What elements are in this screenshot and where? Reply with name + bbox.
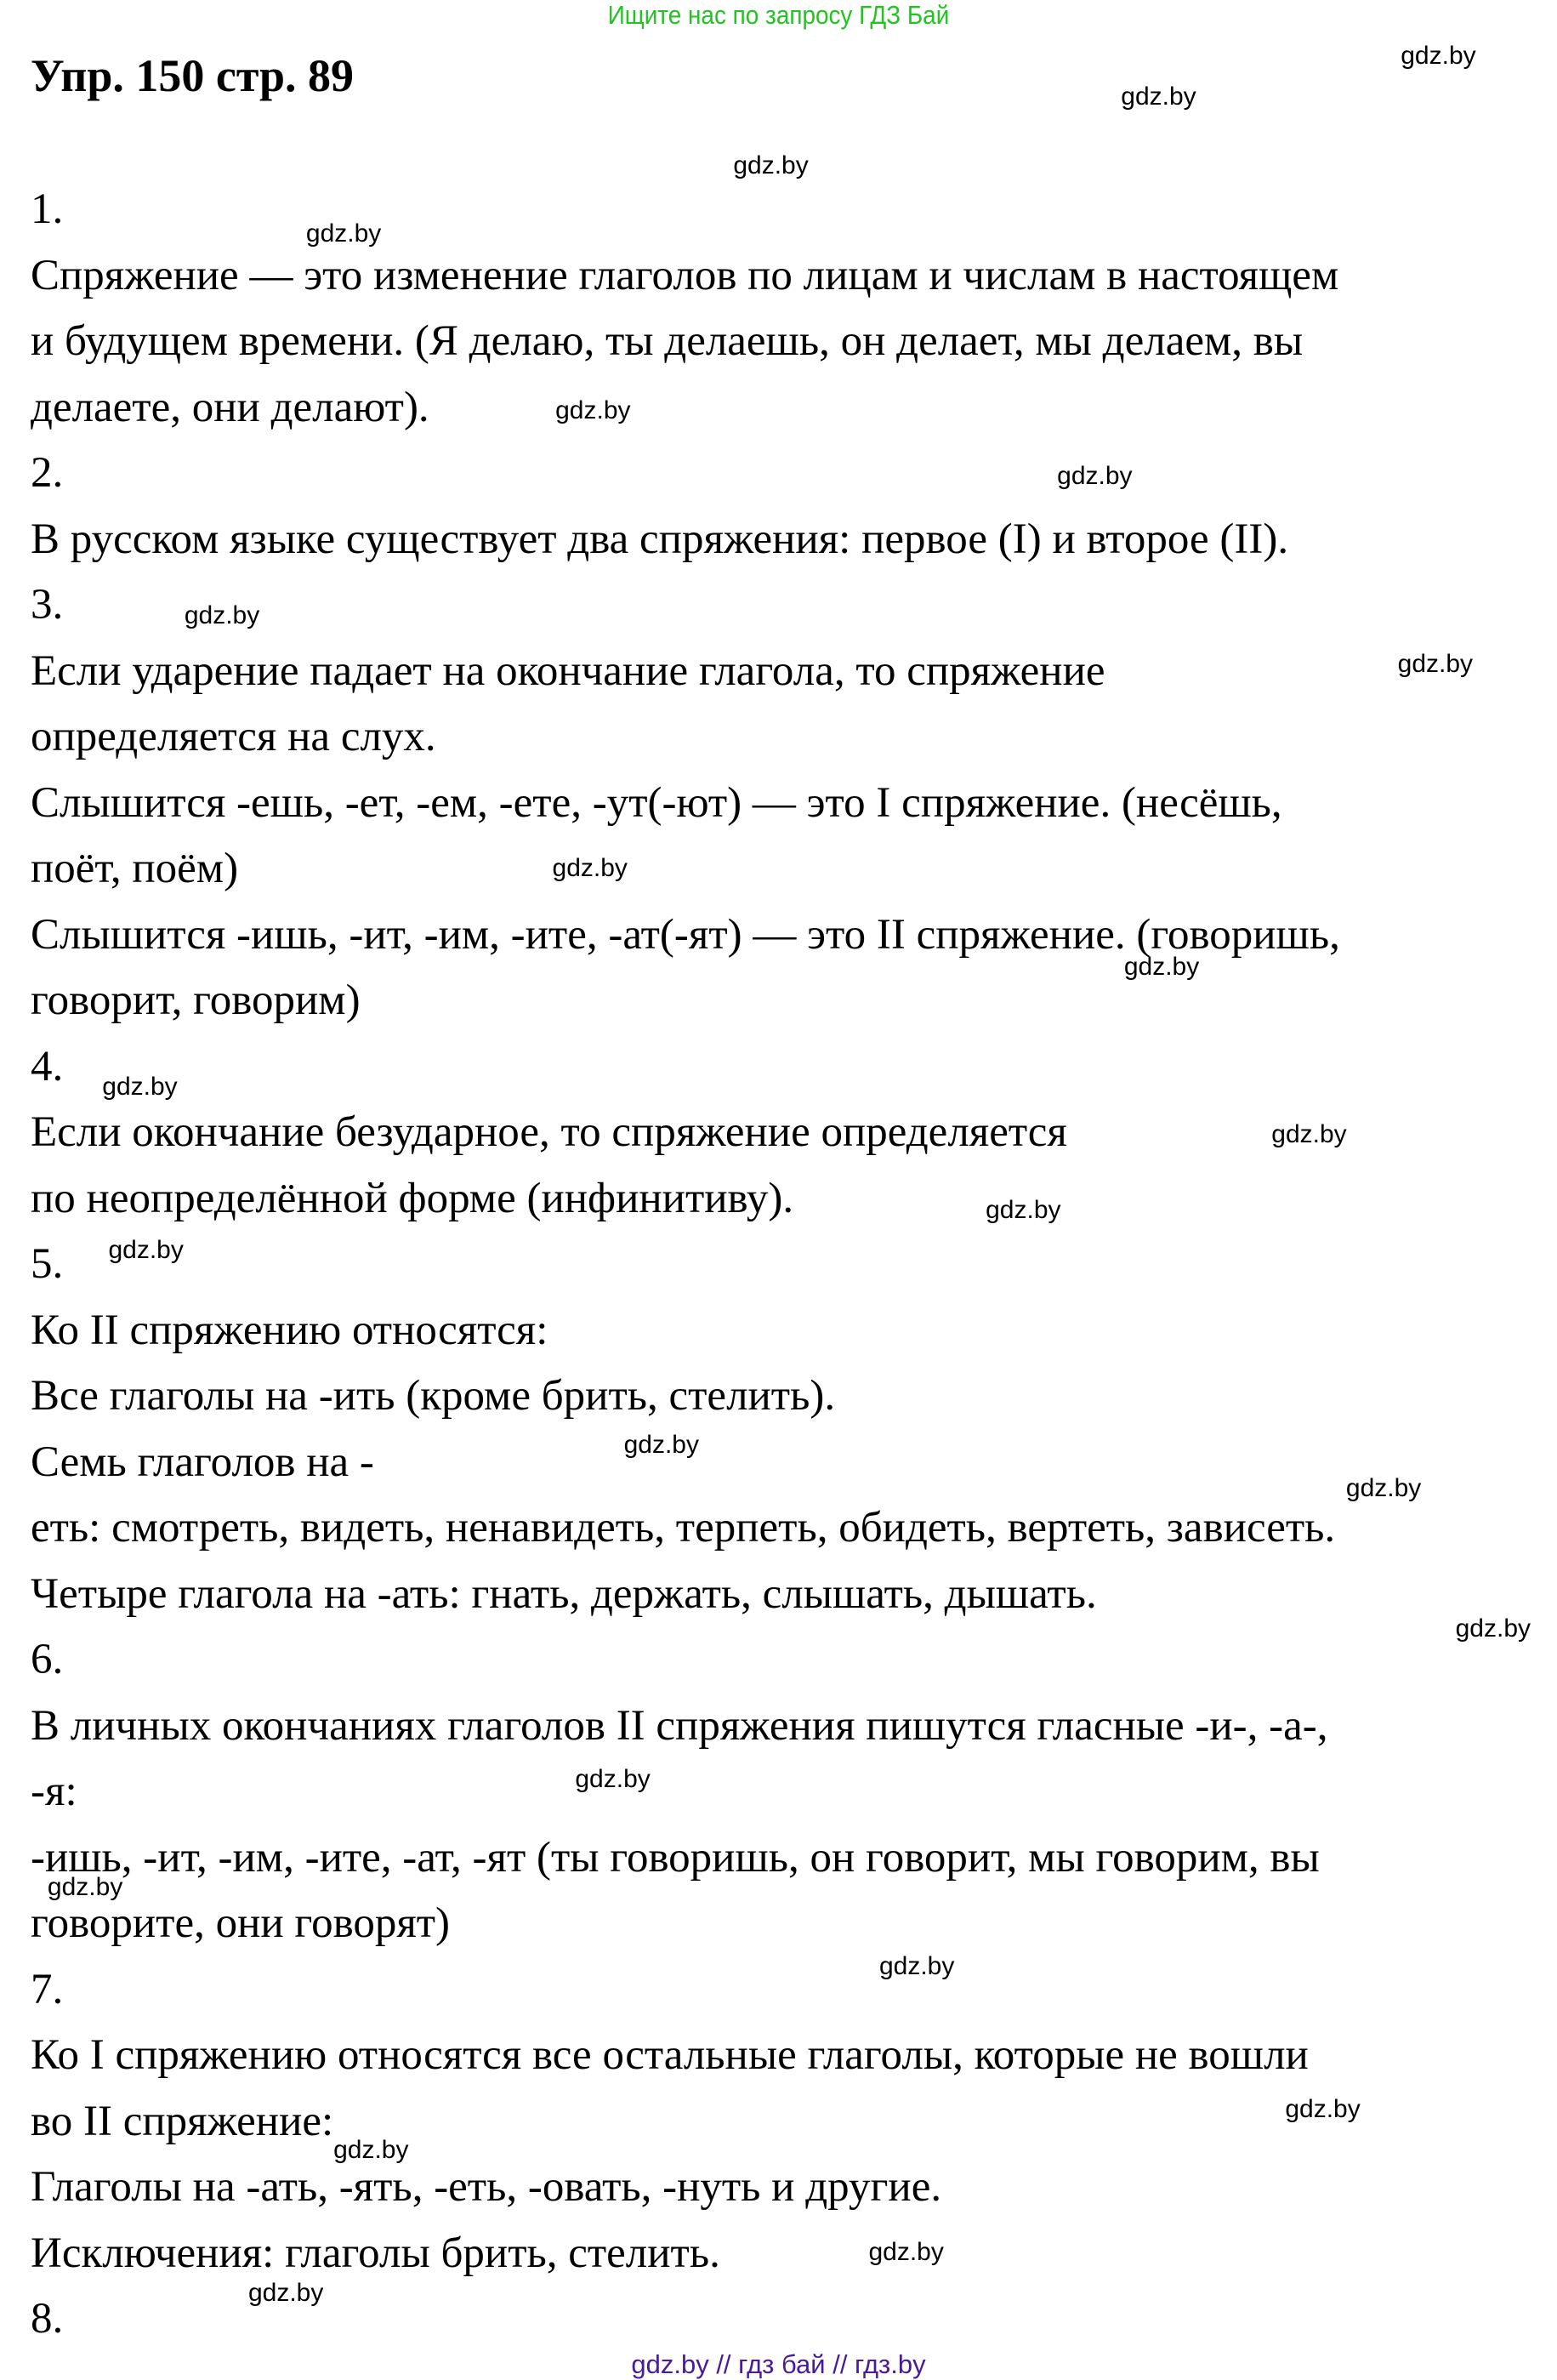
- text-line: В русском языке существует два спряжения: первое (I) и второе (II).: [31, 515, 1289, 563]
- text-line: говорите, они говорят): [31, 1899, 451, 1947]
- item-number: 7.: [31, 1965, 64, 2013]
- text-line: и будущем времени. (Я делаю, ты делаешь, он делает, мы делаем, вы: [31, 317, 1304, 365]
- answer-text: [31, 177, 1340, 2353]
- watermark: gdz.by: [733, 151, 809, 179]
- item-number: 5.: [31, 1240, 64, 1288]
- text-line: еть: смотреть, видеть, ненавидеть, терпеть, обидеть, вертеть, зависеть.: [31, 1504, 1336, 1552]
- item-number: 4.: [31, 1042, 64, 1090]
- text-line: Если ударение падает на окончание глагола, то спряжение: [31, 646, 1105, 695]
- promo-banner[interactable]: Ищите нас по запросу ГДЗ Бай: [607, 0, 950, 30]
- text-line: Исключения: глаголы брить, стелить.: [31, 2229, 720, 2277]
- watermark: gdz.by: [333, 2136, 409, 2165]
- watermark: gdz.by: [555, 396, 631, 424]
- watermark: gdz.by: [1121, 83, 1196, 111]
- text-line: Четыре глагола на -ать: гнать, держать, слышать, дышать.: [31, 1569, 1097, 1618]
- watermark: gdz.by: [184, 601, 260, 630]
- text-line: делаете, они делают).: [31, 383, 429, 431]
- watermark: gdz.by: [108, 1235, 184, 1264]
- text-line: Спряжение — это изменение глаголов по лицам и числам в настоящем: [31, 251, 1339, 299]
- watermark: gdz.by: [247, 2279, 324, 2308]
- text-line: Слышится -ешь, -ет, -ем, -ете, -ут(-ют) — это I спряжение. (несёшь,: [31, 778, 1282, 827]
- text-line: Глаголы на -ать, -ять, -еть, -овать, -нуть и другие.: [31, 2163, 942, 2211]
- text-line: В личных окончаниях глаголов II спряжения пишутся гласные -и-, -а-,: [31, 1701, 1328, 1750]
- watermark: gdz.by: [575, 1764, 651, 1793]
- text-line: Если окончание безударное, то спряжение определяется: [31, 1108, 1067, 1156]
- item-number: 8.: [31, 2295, 64, 2343]
- watermark: gdz.by: [1397, 650, 1474, 679]
- text-line: во II спряжение:: [31, 2097, 334, 2145]
- watermark: gdz.by: [552, 853, 628, 882]
- text-line: Слышится -ишь, -ит, -им, -ите, -ат(-ят) — это II спряжение. (говоришь,: [31, 910, 1340, 959]
- watermark: gdz.by: [1271, 1119, 1347, 1148]
- text-line: определяется на слух.: [31, 713, 436, 760]
- watermark: gdz.by: [1285, 2094, 1361, 2123]
- watermark: gdz.by: [1345, 1474, 1422, 1503]
- text-line: говорит, говорим): [31, 976, 361, 1024]
- item-number: 1.: [31, 185, 64, 233]
- watermark: gdz.by: [1057, 461, 1133, 490]
- watermark: gdz.by: [102, 1073, 178, 1102]
- watermark: gdz.by: [986, 1196, 1061, 1225]
- page-title: Упр. 150 стр. 89: [31, 50, 355, 101]
- watermark: gdz.by: [47, 1872, 123, 1901]
- item-number: 2.: [31, 449, 64, 497]
- watermark: gdz.by: [1123, 953, 1200, 982]
- text-line: Семь глаголов на -: [31, 1438, 374, 1486]
- text-line: Ко I спряжению относятся все остальные глаголы, которые не вошли: [31, 2031, 1309, 2079]
- text-line: Все глаголы на -ить (кроме брить, стелить).: [31, 1372, 836, 1420]
- text-line: Ко II спряжению относятся:: [31, 1306, 548, 1354]
- watermark: gdz.by: [1401, 42, 1476, 71]
- text-line: по неопределённой форме (инфинитиву).: [31, 1174, 794, 1222]
- watermark: gdz.by: [878, 1951, 955, 1980]
- text-line: -ишь, -ит, -им, -ите, -ат, -ят (ты говоришь, он говорит, мы говорим, вы: [31, 1833, 1320, 1882]
- watermark: gdz.by: [868, 2238, 944, 2267]
- watermark: gdz.by: [305, 219, 382, 248]
- item-number: 6.: [31, 1636, 64, 1683]
- text-line: -я:: [31, 1768, 77, 1815]
- watermark: gdz.by: [1455, 1614, 1531, 1643]
- text-line: поёт, поём): [31, 845, 239, 892]
- watermark: gdz.by: [623, 1430, 699, 1459]
- item-number: 3.: [31, 581, 64, 629]
- footer-links[interactable]: gdz.by // гдз бай // гдз.by: [631, 2349, 926, 2379]
